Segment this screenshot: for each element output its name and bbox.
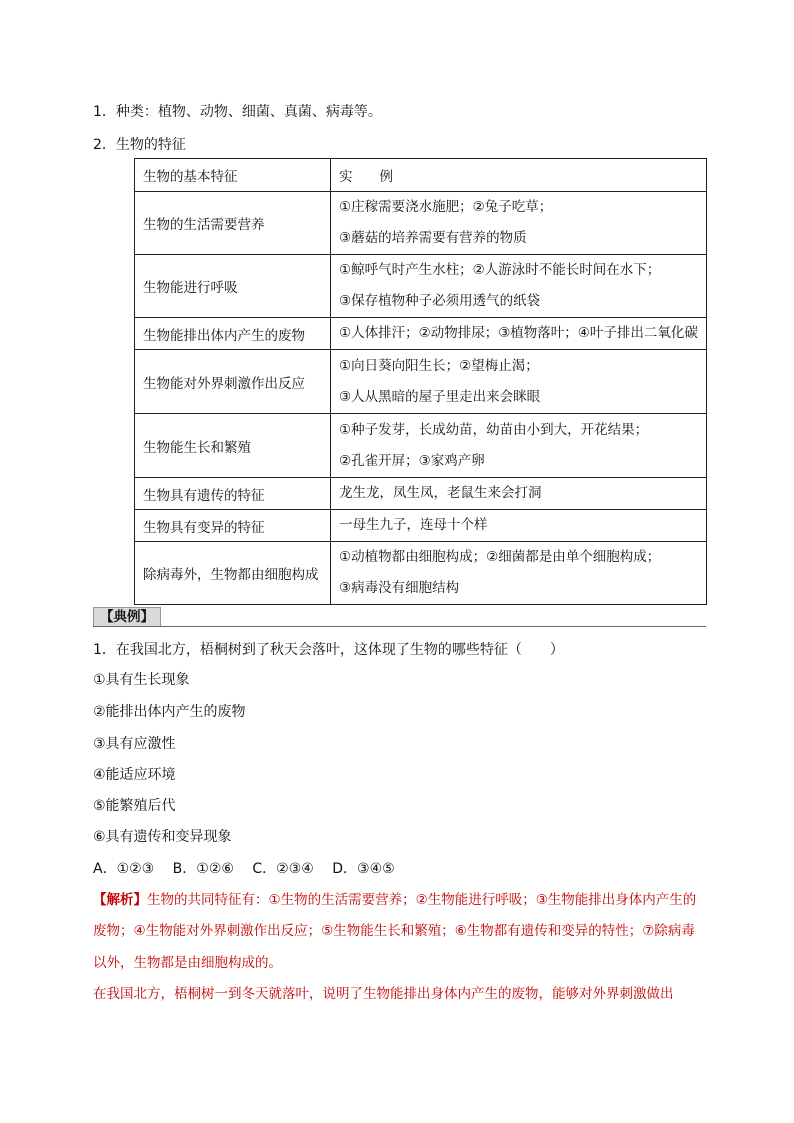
table-cell-feature: 生物具有遗传的特征 xyxy=(135,478,331,510)
table-header-examples: 实 例 xyxy=(331,159,707,192)
table-cell-examples xyxy=(331,192,707,255)
example-line: ①向日葵向阳生长；②望梅止渴； xyxy=(339,357,539,374)
example-line: ③保存植物种子必须用透气的纸袋 xyxy=(339,293,541,309)
table-row xyxy=(135,318,707,350)
example-line: ①人体排汗；②动物排尿；③植物落叶；④叶子排出二氧化碳 xyxy=(339,325,698,341)
table-cell-feature: 生物能进行呼吸 xyxy=(135,255,331,318)
table-cell-feature: 生物的生活需要营养 xyxy=(135,192,331,255)
analysis-line-3: 以外，生物都是由细胞构成的。 xyxy=(93,955,282,971)
analysis-line-1 xyxy=(93,890,706,910)
table-row xyxy=(135,350,707,414)
characteristics-table xyxy=(134,158,707,605)
table-row xyxy=(135,414,707,478)
statement-item: ③具有应激性 xyxy=(93,736,176,752)
statement-item: ⑤能繁殖后代 xyxy=(93,798,176,814)
table-cell-feature: 生物能生长和繁殖 xyxy=(135,414,331,478)
example-line: 龙生龙，凤生凤，老鼠生来会打洞 xyxy=(339,485,542,501)
table-cell-feature: 除病毒外，生物都由细胞构成 xyxy=(135,542,331,605)
example-tag: 【典例】 xyxy=(93,607,161,627)
table-row xyxy=(135,478,707,510)
table-cell-feature: 生物能对外界刺激作出反应 xyxy=(135,350,331,414)
example-line: ①鲸呼气时产生水柱；②人游泳时不能长时间在水下； xyxy=(339,262,661,278)
table-row xyxy=(135,542,707,605)
example-line: ①动植物都由细胞构成；②细菌都是由单个细胞构成； xyxy=(339,549,661,565)
example-line: ③人从黑暗的屋子里走出来会眯眼 xyxy=(339,388,541,405)
intro-item-1: 1．种类：植物、动物、细菌、真菌、病毒等。 xyxy=(93,104,382,120)
example-line: ③病毒没有细胞结构 xyxy=(339,580,460,596)
example-line: ②孔雀开屏；③家鸡产卵 xyxy=(339,452,485,469)
table-cell-examples xyxy=(331,350,707,414)
intro-item-2: 2．生物的特征 xyxy=(93,137,186,153)
example-line: 一母生九子，连母十个样 xyxy=(339,517,488,533)
table-cell-examples xyxy=(331,542,707,605)
analysis-text: 生物的共同特征有：①生物的生活需要营养；②生物能进行呼吸；③生物能排出身体内产生的 xyxy=(147,892,697,908)
table-cell-feature: 生物能排出体内产生的废物 xyxy=(135,318,331,350)
analysis-label: 【解析】 xyxy=(93,892,147,908)
table-cell-examples xyxy=(331,510,707,542)
example-question: 1．在我国北方，梧桐树到了秋天会落叶，这体现了生物的哪些特征（ ） xyxy=(93,642,564,658)
example-line: ①种子发芽，长成幼苗，幼苗由小到大，开花结果； xyxy=(339,421,649,438)
table-cell-examples xyxy=(331,318,707,350)
statement-item: ⑥具有遗传和变异现象 xyxy=(93,829,232,845)
statement-item: ②能排出体内产生的废物 xyxy=(93,704,246,720)
table-cell-feature: 生物具有变异的特征 xyxy=(135,510,331,542)
table-row xyxy=(135,255,707,318)
example-divider xyxy=(93,626,706,627)
table-row xyxy=(135,192,707,255)
table-header-feature: 生物的基本特征 xyxy=(135,159,331,192)
table-cell-examples xyxy=(331,478,707,510)
analysis-line-2: 废物；④生物能对外界刺激作出反应；⑤生物能生长和繁殖；⑥生物都有遗传和变异的特性；⑦除病毒 xyxy=(93,923,695,939)
analysis-line-4: 在我国北方，梧桐树一到冬天就落叶，说明了生物能排出身体内产生的废物，能够对外界刺激做出 xyxy=(93,986,674,1002)
table-header-row xyxy=(135,159,707,192)
answer-choices: A．①②③ B．①②⑥ C．②③④ D．③④⑤ xyxy=(93,861,395,877)
table-cell-examples xyxy=(331,255,707,318)
table-row xyxy=(135,510,707,542)
example-line: ③蘑菇的培养需要有营养的物质 xyxy=(339,230,527,246)
example-line: ①庄稼需要浇水施肥；②兔子吃草； xyxy=(339,199,553,215)
table-cell-examples xyxy=(331,414,707,478)
statement-item: ①具有生长现象 xyxy=(93,672,190,688)
statement-item: ④能适应环境 xyxy=(93,767,176,783)
